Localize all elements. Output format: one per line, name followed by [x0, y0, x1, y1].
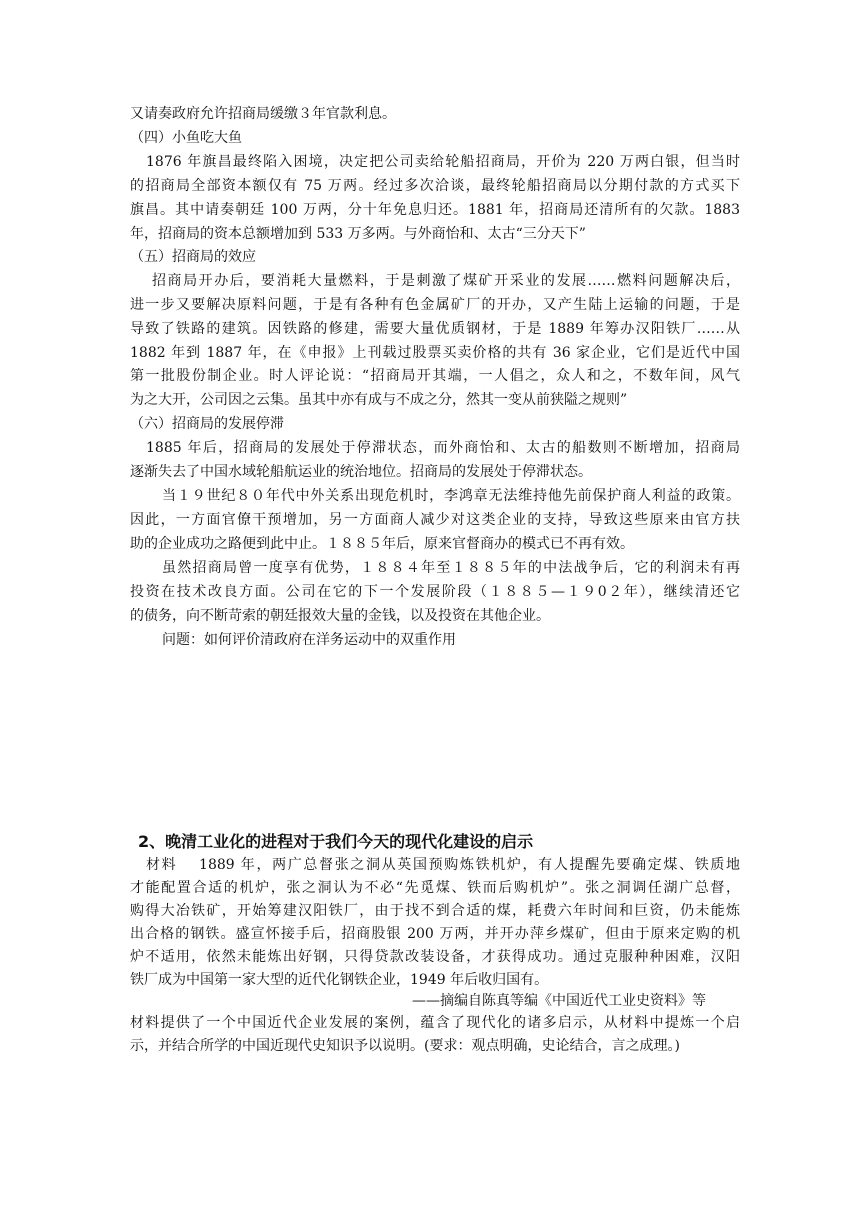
subheading-4: （四）小鱼吃大鱼: [130, 130, 242, 146]
paragraph-5-line: 1882 年到 1887 年，在《申报》上刊载过股票买卖价格的共有 36 家企业，它们是近代中国: [130, 345, 740, 361]
task-line: 示，并结合所学的中国近现代史知识予以说明。(要求：观点明确，史论结合，言之成理。): [130, 1038, 680, 1054]
material-line: 购得大冶铁矿，开始筹建汉阳铁厂，由于找不到合适的煤，耗费六年时间和巨资，仍未能炼: [130, 903, 740, 919]
paragraph-4-line: 1876 年旗昌最终陷入困境，决定把公司卖给轮船招商局，开价为 220 万两白银，但当时: [146, 154, 740, 170]
paragraph-6-line: 逐渐失去了中国水域轮船航运业的统治地位。招商局的发展处于停滞状态。: [130, 464, 592, 480]
paragraph-7-line: 当１９世纪８０年代中外关系出现危机时，李鸿章无法维持他先前保护商人利益的政策。: [162, 488, 740, 504]
material-line: 出合格的钢铁。盛宣怀接手后，招商股银 200 万两，并开办萍乡煤矿，但由于原来定购的机: [130, 926, 740, 942]
paragraph-6-line: 1885 年后，招商局的发展处于停滞状态，而外商怡和、太古的船数则不断增加，招商局: [146, 440, 740, 456]
material-line: 炉不适用，依然未能炼出好钢，只得贷款改装设备，才获得成功。通过克服种种困难，汉阳: [130, 949, 740, 965]
material-line: 铁厂成为中国第一家大型的近代化钢铁企业，1949 年后收归国有。: [130, 972, 549, 988]
paragraph-5-line: 导致了铁路的建筑。因铁路的修建，需要大量优质钢材，于是 1889 年筹办汉阳铁厂……从: [130, 321, 740, 337]
intro-tail-text: 又请奏政府允许招商局缓缴３年官款利息。: [130, 106, 396, 122]
source-attribution: ——摘编自陈真等编《中国近代工业史资料》等: [412, 993, 706, 1009]
paragraph-7-line: 助的企业成功之路便到此中止。１８８５年后，原来官督商办的模式已不再有效。: [130, 536, 634, 552]
paragraph-5-line: 第一批股份制企业。时人评论说：“招商局开其端，一人倡之，众人和之，不数年间，风气: [130, 368, 740, 384]
task-line: 材料提供了一个中国近代企业发展的案例，蕴含了现代化的诸多启示，从材料中提炼一个启: [130, 1015, 740, 1031]
paragraph-7-line: 因此，一方面官僚干预增加，另一方面商人减少对这类企业的支持，导致这些原来由官方扶: [130, 512, 740, 528]
paragraph-8-line: 投资在技术改良方面。公司在它的下一个发展阶段（１８８５—１９0２年），继续清还它: [130, 584, 740, 600]
material-line: 才能配置合适的机炉，张之洞认为不必“先觅煤、铁而后购机炉”。张之洞调任湖广总督，: [130, 880, 740, 896]
paragraph-5-line: 为之大开，公司因之云集。虽其中亦有成与不成之分，然其一变从前狭隘之规则”: [130, 392, 628, 408]
section-2-heading: 2、晚清工业化的进程对于我们今天的现代化建设的启示: [138, 832, 534, 851]
subheading-5: （五）招商局的效应: [130, 249, 256, 265]
paragraph-4-line: 旗昌。其中请奏朝廷 100 万两，分十年免息归还。1881 年，招商局还清所有的欠款。1883: [130, 202, 740, 218]
subheading-6: （六）招商局的发展停滞: [130, 416, 284, 432]
question-text: 问题：如何评价清政府在洋务运动中的双重作用: [162, 632, 456, 648]
paragraph-4-line: 年，招商局的资本总额增加到 533 万多两。与外商怡和、太古“三分天下”: [130, 226, 586, 242]
material-line: 材料 1889 年，两广总督张之洞从英国预购炼铁机炉，有人提醒先要确定煤、铁质地: [146, 857, 740, 873]
paragraph-8-line: 虽然招商局曾一度享有优势，１８８４年至１８８５年的中法战争后，它的利润未有再: [162, 560, 740, 576]
paragraph-4-line: 的招商局全部资本额仅有 75 万两。经过多次洽谈，最终轮船招商局以分期付款的方式买下: [130, 178, 740, 194]
paragraph-5-line: 招商局开办后，要消耗大量燃料，于是刺激了煤矿开采业的发展……燃料问题解决后，: [152, 273, 740, 289]
paragraph-5-line: 进一步又要解决原料问题，于是有各种有色金属矿厂的开办，又产生陆上运输的问题，于是: [130, 297, 740, 313]
paragraph-8-line: 的债务，向不断苛索的朝廷报效大量的金钱，以及投资在其他企业。: [130, 608, 550, 624]
